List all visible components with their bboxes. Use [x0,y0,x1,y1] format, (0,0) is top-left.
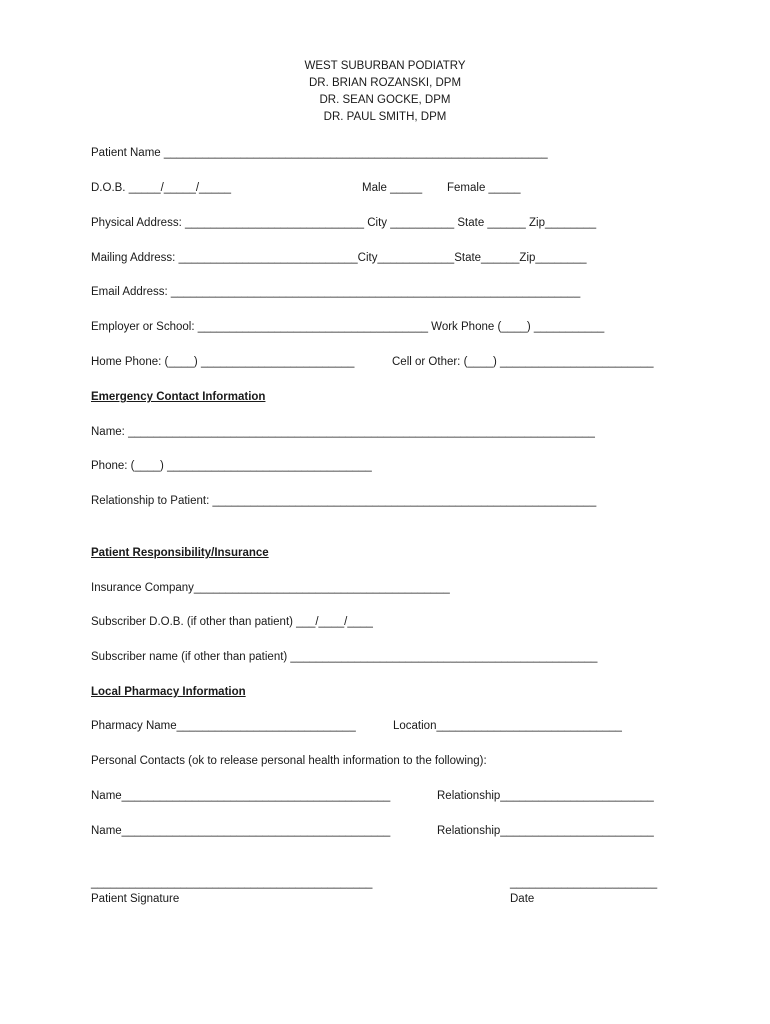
physical-address-field[interactable]: Physical Address: ____________________________ City __________ State ______ Zip________ [91,217,597,229]
emergency-name-field[interactable]: Name: _________________________________________________________________________ [91,426,595,438]
personal-contacts-note: Personal Contacts (ok to release personal health information to the following): [91,755,487,767]
employer-field[interactable]: Employer or School: ____________________________________ Work Phone (____) ___________ [91,321,605,333]
contact-1-relationship-field[interactable]: Relationship________________________ [437,790,654,802]
mailing-address-field[interactable]: Mailing Address: ____________________________City____________State______Zip________ [91,252,587,264]
signature-label: Patient Signature [91,893,180,905]
signature-line[interactable]: ____________________________________________ [91,877,373,889]
insurance-company-field[interactable]: Insurance Company________________________________________ [91,582,450,594]
subscriber-dob-field[interactable]: Subscriber D.O.B. (if other than patient) ___/____/____ [91,616,373,628]
doctor-2: DR. SEAN GOCKE, DPM [319,94,451,106]
doctor-1: DR. BRIAN ROZANSKI, DPM [308,77,462,89]
emergency-phone-field[interactable]: Phone: (____) ________________________________ [91,460,372,472]
dob-field[interactable]: D.O.B. _____/_____/_____ [91,182,232,194]
emergency-heading: Emergency Contact Information [91,391,266,403]
date-label: Date [510,893,535,905]
contact-2-name-field[interactable]: Name__________________________________________ [91,825,391,837]
email-field[interactable]: Email Address: ________________________________________________________________ [91,286,581,298]
insurance-heading: Patient Responsibility/Insurance [91,547,269,559]
patient-name-field[interactable]: Patient Name ____________________________________________________________ [91,147,548,159]
cell-phone-field[interactable]: Cell or Other: (____) ________________________ [392,356,654,368]
subscriber-name-field[interactable]: Subscriber name (if other than patient) ________________________________________________ [91,651,598,663]
practice-name: WEST SUBURBAN PODIATRY [304,60,466,72]
home-phone-field[interactable]: Home Phone: (____) ________________________ [91,356,355,368]
contact-1-name-field[interactable]: Name__________________________________________ [91,790,391,802]
emergency-relationship-field[interactable]: Relationship to Patient: ____________________________________________________________ [91,495,597,507]
date-line[interactable]: _______________________ [510,877,658,889]
female-field[interactable]: Female _____ [447,182,521,194]
pharmacy-name-field[interactable]: Pharmacy Name____________________________ [91,720,356,732]
contact-2-relationship-field[interactable]: Relationship________________________ [437,825,654,837]
male-field[interactable]: Male _____ [362,182,423,194]
pharmacy-location-field[interactable]: Location_____________________________ [393,720,622,732]
doctor-3: DR. PAUL SMITH, DPM [323,111,447,123]
pharmacy-heading: Local Pharmacy Information [91,686,246,698]
